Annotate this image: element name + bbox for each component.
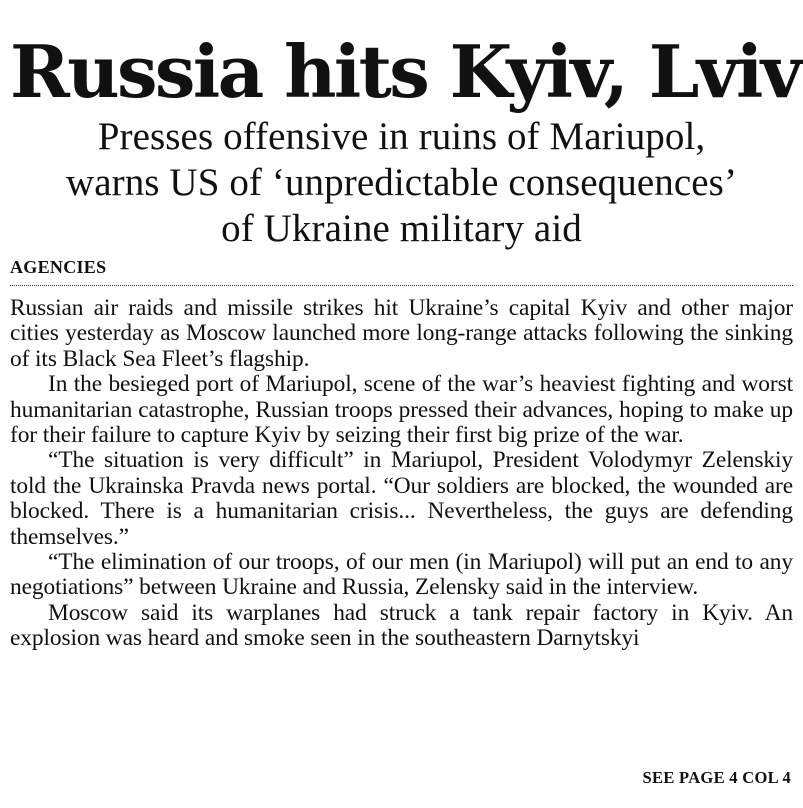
paragraph: In the besieged port of Mariupol, scene of the war’s heaviest fighting and worst humanitarian catastrophe, Russian troops pressed their advances, hoping to make up for their failure to capture Kyiv by seizing their first big prize of the war. [10,371,793,449]
paragraph: Russian air raids and missile strikes hit Ukraine’s capital Kyiv and other major cities yesterday as Moscow launched more long-range attacks following the sinking of its Black Sea Fleet’s flagship. [10,295,793,372]
subheadline-line-1: Presses offensive in ruins of Mariupol, [97,115,706,158]
paragraph: “The situation is very difficult” in Mariupol, President Volodymyr Zelenskiy told the Ukrainska Pravda news portal. “Our soldiers are blocked, the wounded are blocked. There is a humanitarian crisis... Nevertheless, the guys are defending themselves.” [10,447,793,550]
paragraph: “The elimination of our troops, of our men (in Mariupol) will put an end to any negotiations” between Ukraine and Russia, Zelensky said in the interview. [10,549,793,601]
subheadline-line-3: of Ukraine military aid [221,207,582,250]
subheadline [10,114,793,252]
paragraph: Moscow said its warplanes had struck a tank repair factory in Kyiv. An explosion was heard and smoke seen in the southeastern Darnytskyi [10,599,793,652]
continuation-reference: SEE PAGE 4 COL 4 [642,768,791,787]
article-body [10,296,793,652]
headline: Russia hits Kyiv, Lviv [10,29,800,114]
dotted-divider [10,285,793,286]
byline: AGENCIES [10,257,107,277]
subheadline-line-2: warns US of ‘unpredictable consequences’ [65,161,738,204]
